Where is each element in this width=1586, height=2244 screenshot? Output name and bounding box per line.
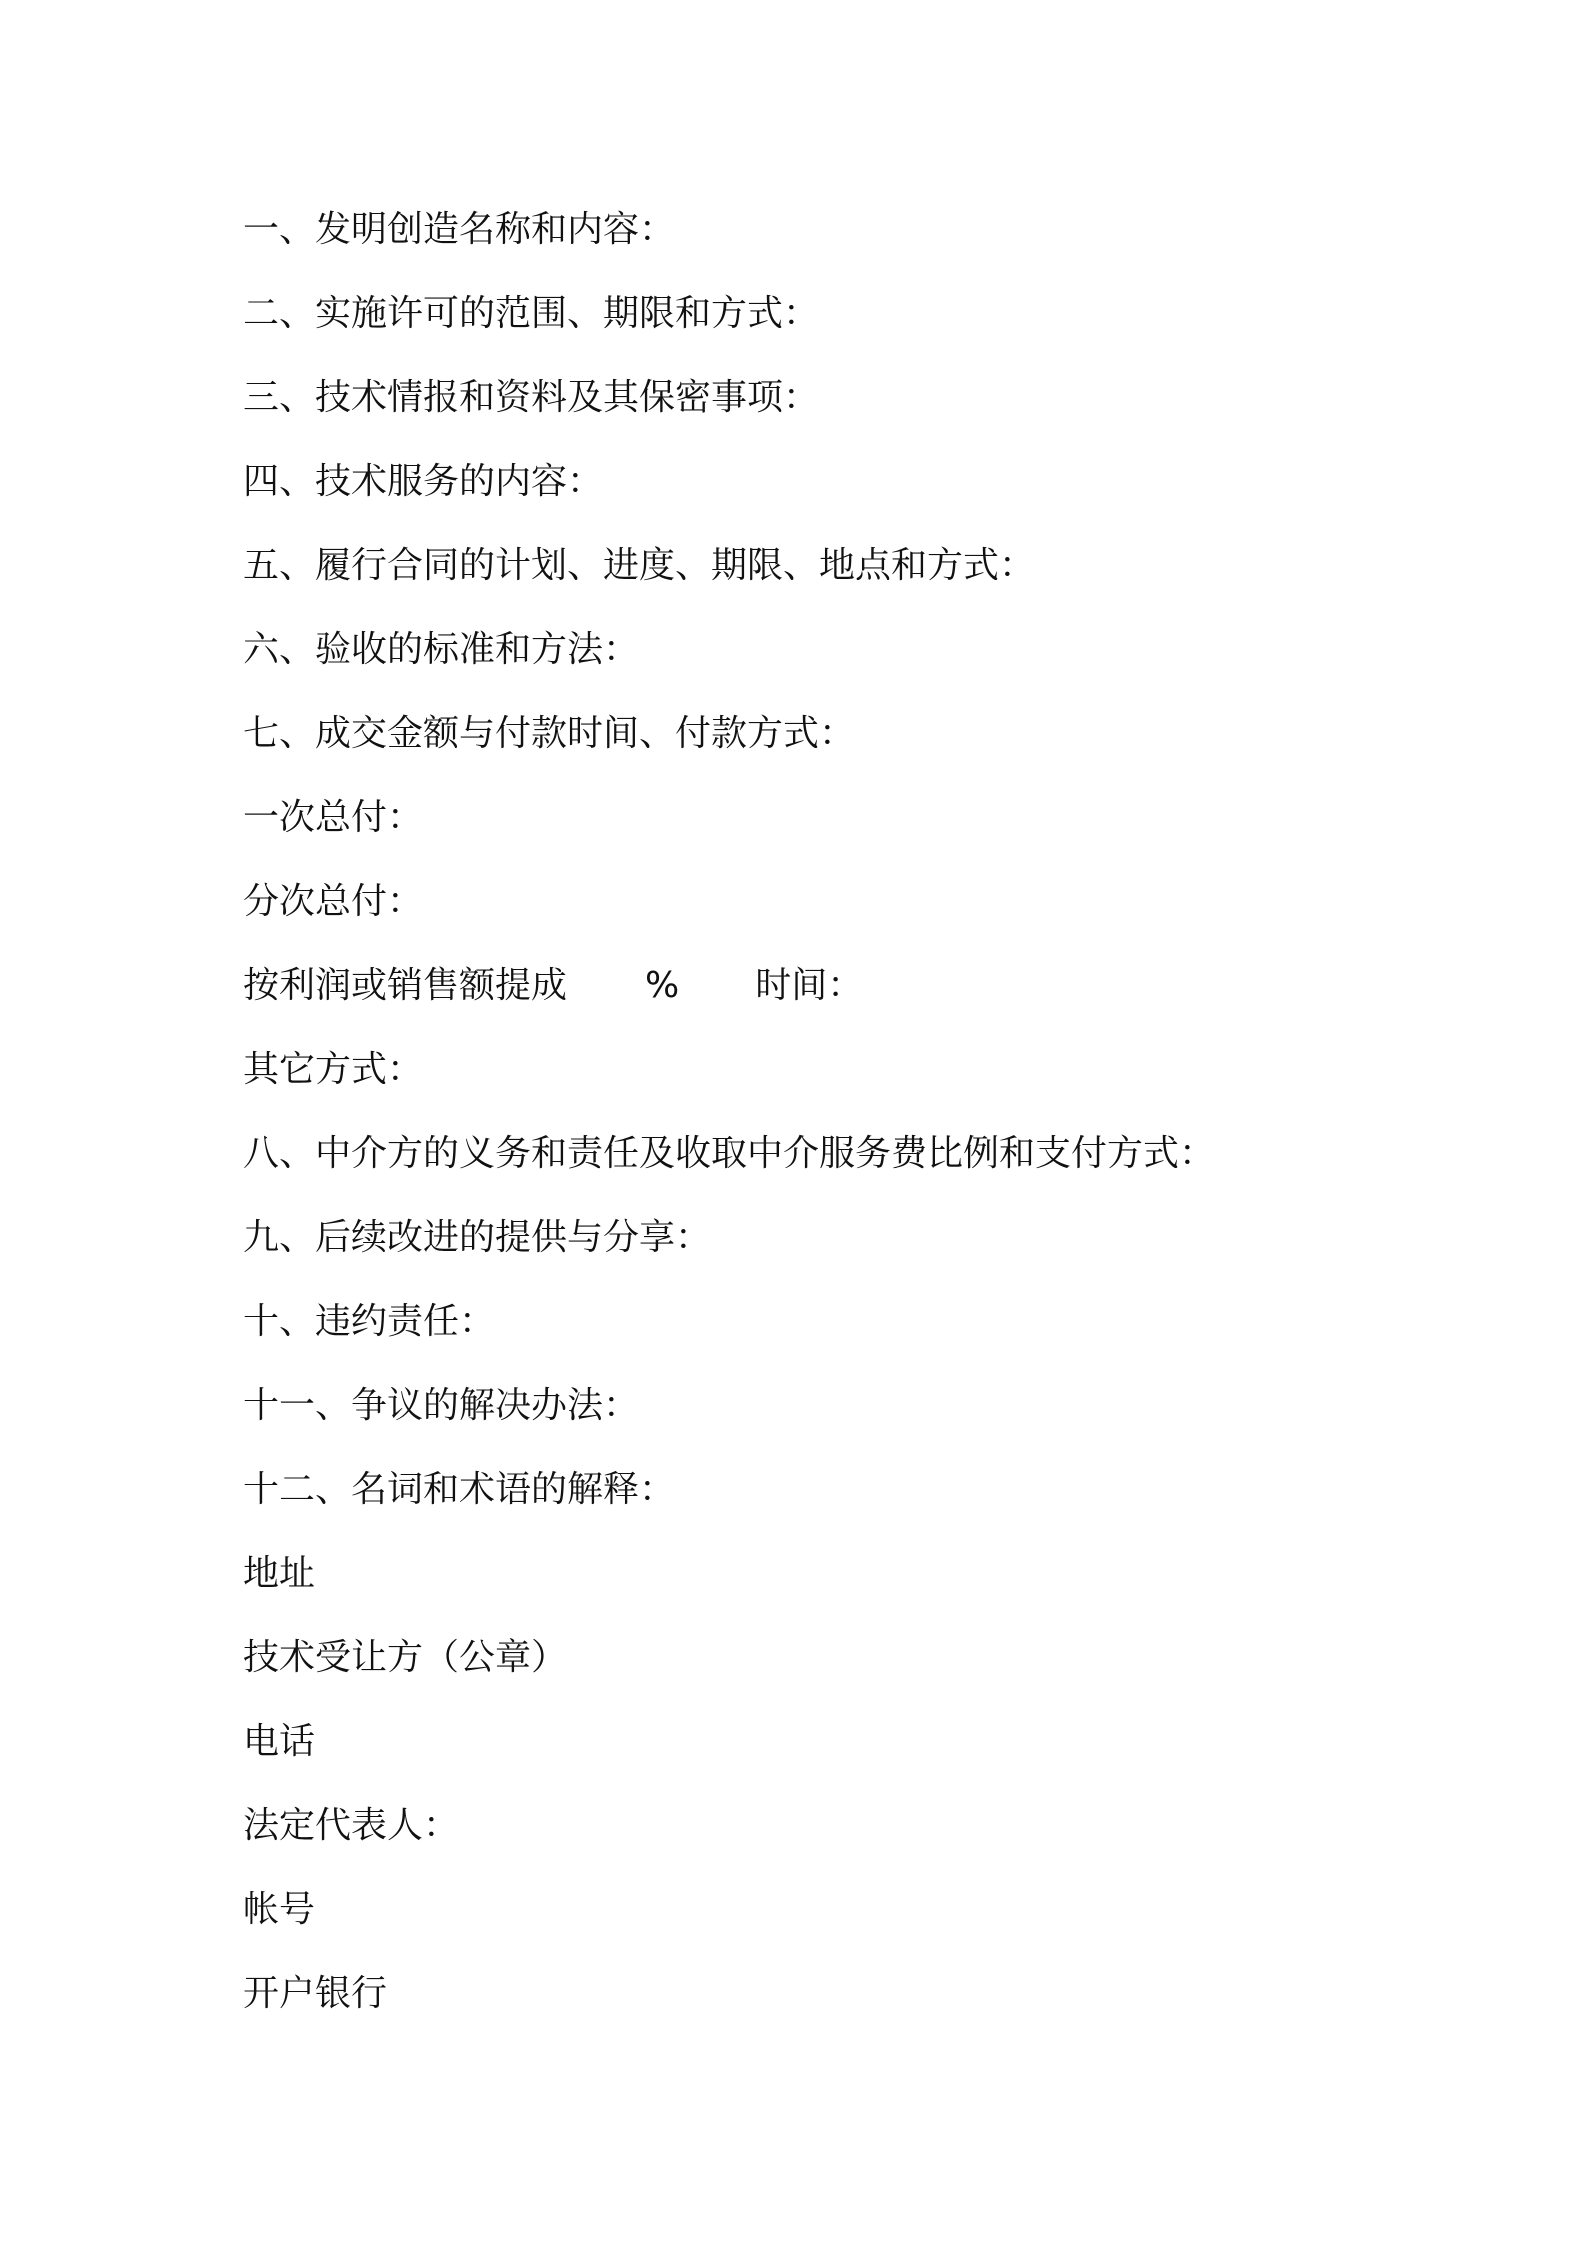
commission-time: 时间： bbox=[755, 965, 864, 1006]
field-licensee-seal: 技术受让方（公章） bbox=[243, 1637, 568, 1678]
section-dispute-resolution: 十一、争议的解决办法： bbox=[243, 1385, 640, 1426]
section-payment: 七、成交金额与付款时间、付款方式： bbox=[243, 713, 856, 754]
field-legal-representative: 法定代表人： bbox=[243, 1805, 460, 1846]
section-contract-performance: 五、履行合同的计划、进度、期限、地点和方式： bbox=[243, 545, 1036, 586]
document-body bbox=[243, 198, 1443, 2046]
section-acceptance-standard: 六、验收的标准和方法： bbox=[243, 629, 640, 670]
commission-percent: % bbox=[645, 965, 680, 1006]
payment-other: 其它方式： bbox=[243, 1049, 424, 1090]
section-license-scope: 二、实施许可的范围、期限和方式： bbox=[243, 293, 820, 334]
section-terms-definitions: 十二、名词和术语的解释： bbox=[243, 1469, 676, 1510]
section-invention-name: 一、发明创造名称和内容： bbox=[243, 209, 676, 250]
payment-commission bbox=[243, 954, 1443, 1038]
field-phone: 电话 bbox=[243, 1721, 316, 1762]
section-tech-service-content: 四、技术服务的内容： bbox=[243, 461, 604, 502]
payment-lump-sum: 一次总付： bbox=[243, 797, 424, 838]
commission-label: 按利润或销售额提成 bbox=[243, 965, 568, 1006]
field-bank: 开户银行 bbox=[243, 1973, 388, 2014]
section-breach-liability: 十、违约责任： bbox=[243, 1301, 496, 1342]
payment-installments: 分次总付： bbox=[243, 881, 424, 922]
section-intermediary-duties: 八、中介方的义务和责任及收取中介服务费比例和支付方式： bbox=[243, 1133, 1216, 1174]
section-improvements: 九、后续改进的提供与分享： bbox=[243, 1217, 712, 1258]
field-address: 地址 bbox=[243, 1553, 316, 1594]
section-tech-info-confidentiality: 三、技术情报和资料及其保密事项： bbox=[243, 377, 820, 418]
field-account-number: 帐号 bbox=[243, 1889, 316, 1930]
